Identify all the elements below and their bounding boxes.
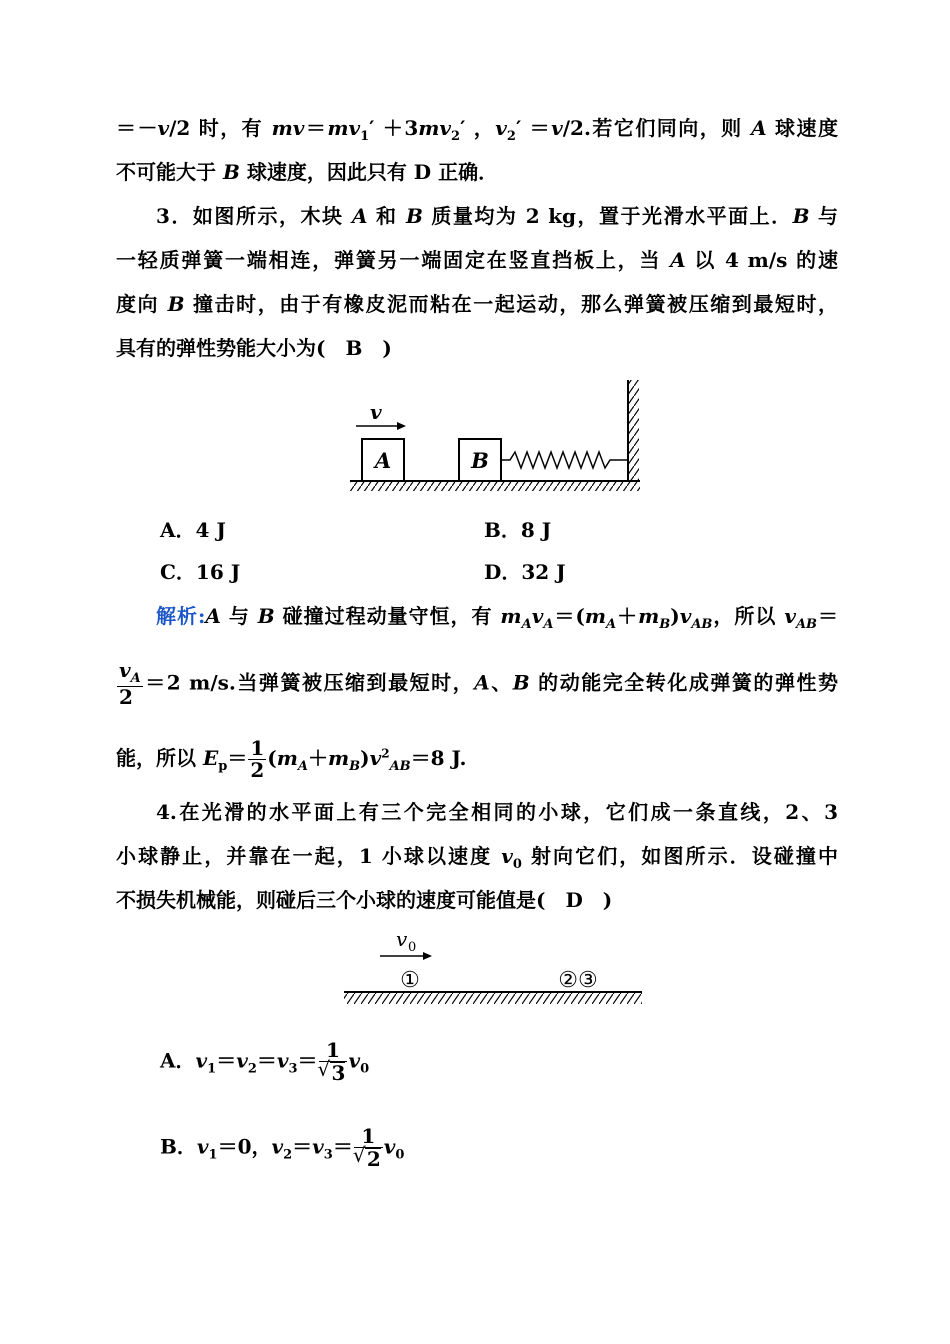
analysis-line: 能，所以 $E_p=$ $\frac{1}{2}$ $(m_A+m_B)v^2_{AB}=8$ J.	[116, 736, 467, 782]
question-4-stem: 4.在光滑的水平面上有三个完全相同的小球，它们成一条直线，2、3	[156, 800, 838, 824]
velocity-label: v	[370, 400, 382, 424]
fraction: 1 √ 2	[354, 1126, 383, 1170]
svg-text:B: B	[471, 448, 489, 473]
fraction: $\frac{v_A}{2}$	[119, 658, 141, 709]
analysis-line: $\frac{v_A}{2}$ ＝2 m/s.当弹簧被压缩到最短时，A、B 的动能完全转化成弹簧的弹性势	[119, 658, 839, 709]
sqrt: √ 2	[365, 1148, 381, 1170]
fraction: $\frac{1}{2}$	[250, 736, 265, 782]
spring	[501, 452, 628, 468]
option-c[interactable]: C．16 J	[160, 560, 241, 584]
text-line: 小球静止，并靠在一起，1 小球以速度 $v_0$ 射向它们，如图所示．设碰撞中	[116, 844, 839, 872]
option-d[interactable]: D．32 J	[484, 560, 566, 584]
text-line: 一轻质弹簧一端相连，弹簧另一端固定在竖直挡板上，当 A 以 4 m/s 的速	[116, 248, 838, 272]
ball-1: ①	[400, 968, 420, 993]
option-b[interactable]: B．8 J	[484, 518, 552, 542]
sqrt: √ 3	[330, 1062, 346, 1084]
svg-text:A: A	[374, 448, 392, 473]
text-line: 不损失机械能，则碰后三个小球的速度可能值是( D )	[116, 888, 613, 912]
text-line: 度向 B 撞击时，由于有橡皮泥而粘在一起运动，那么弹簧被压缩到最短时，	[116, 292, 838, 316]
velocity-label: v	[396, 927, 408, 951]
svg-text:0: 0	[408, 940, 417, 955]
question-3-stem: 3．如图所示，木块 A 和 B 质量均为 2 kg，置于光滑水平面上．B 与	[156, 204, 838, 228]
fraction: 1 √ 3	[319, 1040, 348, 1084]
option-b[interactable]: B．$v_1=0$，$v_2=v_3=$ 1 √ 2 $v_0$	[160, 1126, 404, 1170]
text-line: 不可能大于 B 球速度，因此只有 D 正确．	[116, 160, 499, 184]
option-a[interactable]: A．$v_1=v_2=v_3=$ 1 √ 3 $v_0$	[160, 1040, 369, 1084]
option-a[interactable]: A．4 J	[160, 518, 226, 542]
text-line: 具有的弹性势能大小为( B )	[116, 336, 392, 360]
balls-figure	[340, 924, 650, 1010]
analysis-label: 解析:	[156, 604, 206, 628]
block-spring-figure	[340, 376, 650, 496]
text-line: ＝－v/2 时，有 $mv=mv_1' +3mv_2'$ ，$v_2' =v/2$.若它们同向，则 A 球速度	[116, 116, 838, 144]
analysis-line: 解析:A 与 B 碰撞过程动量守恒，有 $m_Av_A=(m_A+m_B)v_{AB}$，所以 $v_{AB}=$	[156, 604, 838, 632]
balls-2-3: ②③	[558, 968, 598, 993]
